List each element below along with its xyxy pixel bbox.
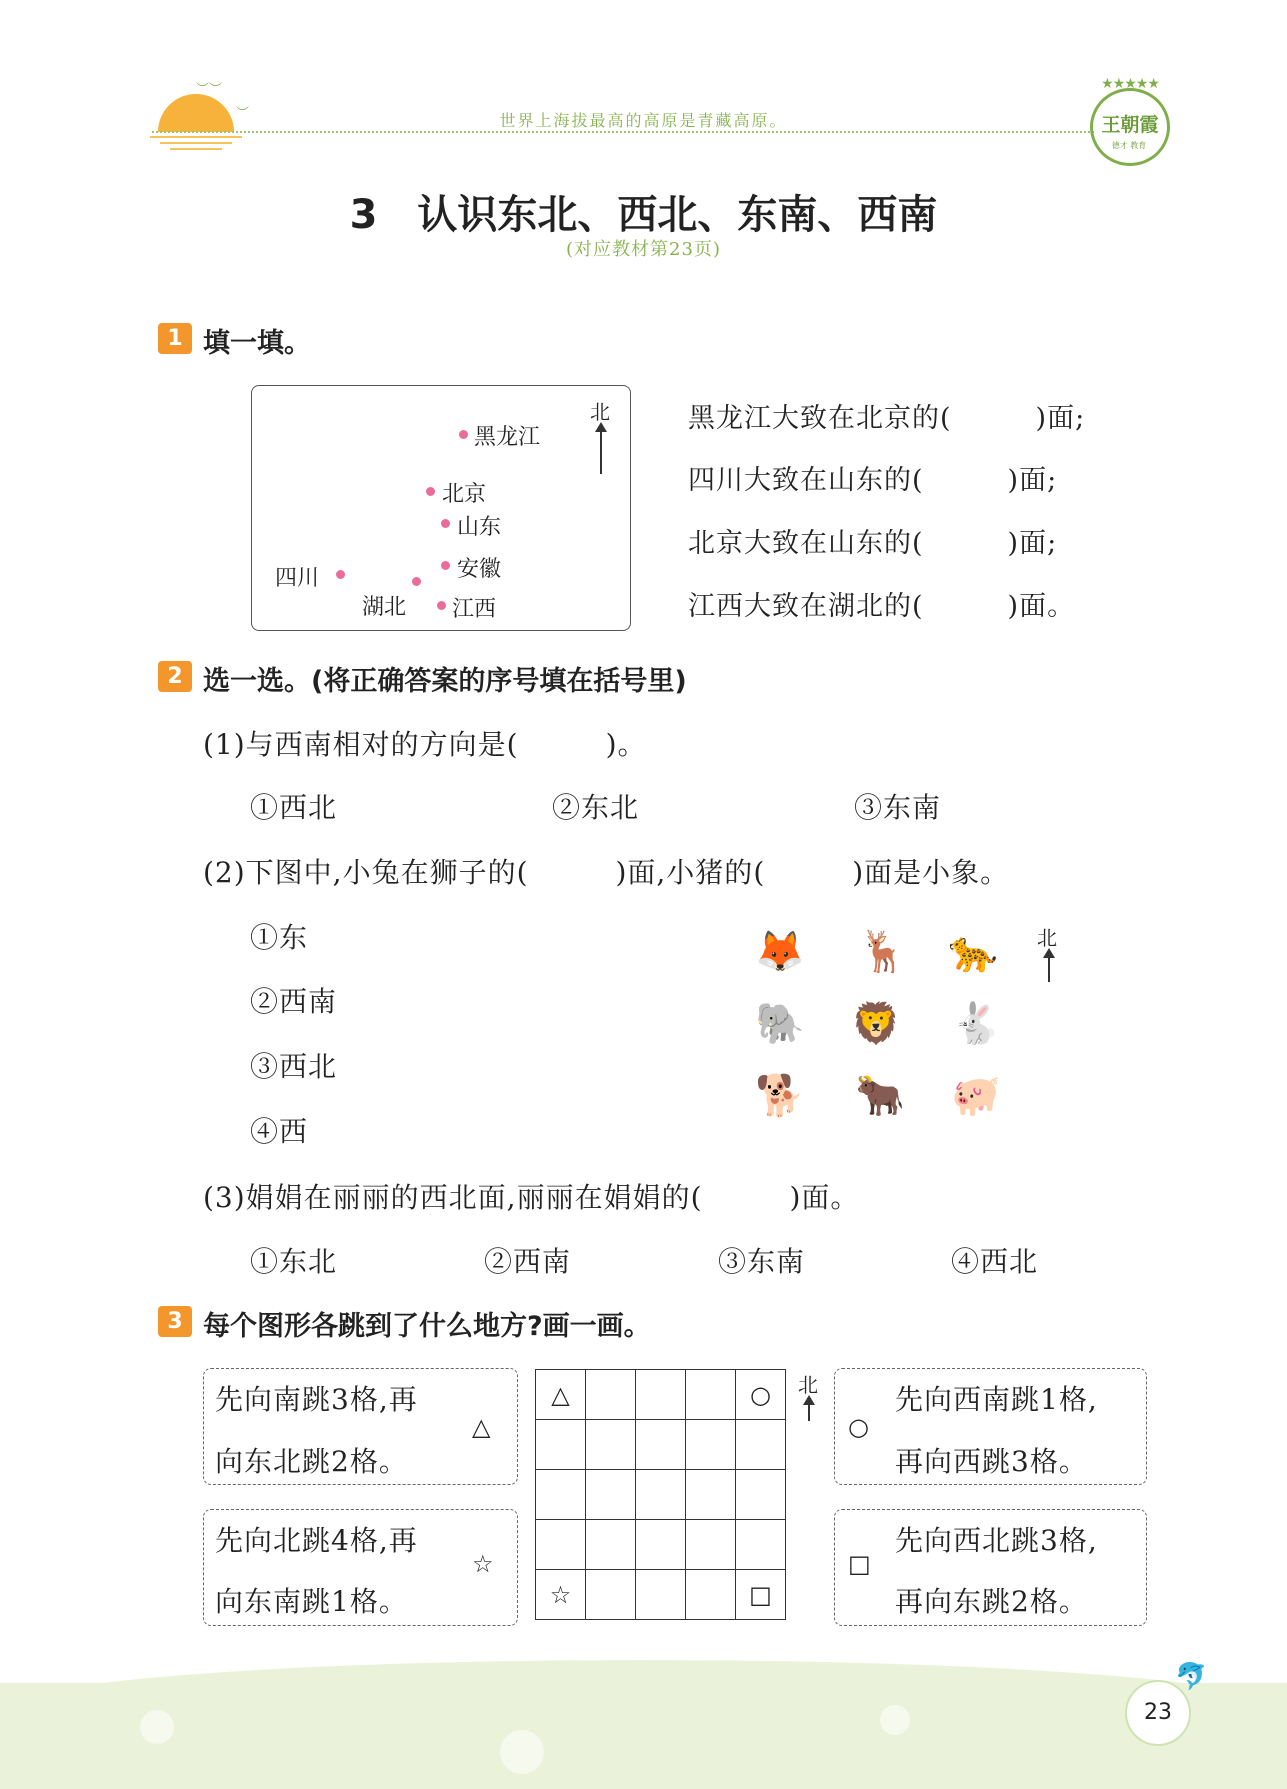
city-dot <box>441 561 450 570</box>
grid-cell <box>686 1520 736 1570</box>
north-arrow-icon <box>808 1403 810 1421</box>
city-hubei: 湖北 <box>362 595 407 620</box>
lesson-title: 认识东北、西北、东南、西南 <box>417 192 938 238</box>
square-icon: □ <box>848 1550 871 1578</box>
city-jiangxi: 江西 <box>452 597 497 622</box>
lion-icon: 🦁 <box>851 1001 901 1047</box>
textbook-reference: (对应教材第23页) <box>566 239 721 260</box>
grid-cell <box>536 1520 586 1570</box>
box-2-line-2: 向东南跳1格。 <box>215 1585 408 1618</box>
triangle-icon: △ <box>472 1413 491 1441</box>
fill-question-1: 黑龙江大致在北京的( )面; <box>688 403 1086 434</box>
grid-cell <box>636 1420 686 1470</box>
section-2-badge: 2 <box>158 661 192 692</box>
grid-cell <box>586 1370 636 1420</box>
box-4-line-1: 先向西北跳3格, <box>895 1524 1098 1557</box>
city-heilongjiang: 黑龙江 <box>474 425 541 450</box>
box-3-line-2: 再向西跳3格。 <box>895 1445 1088 1478</box>
q2-option-3: ③西北 <box>250 1050 338 1083</box>
elephant-icon: 🐘 <box>755 1001 805 1047</box>
ox-icon: 🐂 <box>855 1073 905 1119</box>
north-arrow-icon <box>1048 956 1050 982</box>
jump-grid <box>535 1369 786 1620</box>
grid-cell-circle: ○ <box>736 1370 786 1420</box>
city-beijing: 北京 <box>442 482 487 507</box>
city-dot <box>426 487 435 496</box>
grid-cell <box>736 1420 786 1470</box>
box-2-line-1: 先向北跳4格,再 <box>215 1524 418 1557</box>
grid-cell <box>686 1470 736 1520</box>
city-dot <box>459 430 468 439</box>
bubble-decoration <box>500 1730 544 1774</box>
grid-cell <box>636 1370 686 1420</box>
grid-cell <box>536 1420 586 1470</box>
section-1-title: 填一填。 <box>203 328 311 359</box>
grid-cell <box>736 1520 786 1570</box>
grid-cell <box>636 1570 686 1620</box>
grid-cell <box>636 1520 686 1570</box>
grid-cell <box>686 1570 736 1620</box>
fill-question-4: 江西大致在湖北的( )面。 <box>688 591 1076 622</box>
dog-icon: 🐕 <box>755 1073 805 1119</box>
leopard-icon: 🐆 <box>948 929 998 975</box>
section-1-badge: 1 <box>158 323 192 354</box>
q2-option-2: ②西南 <box>250 985 338 1018</box>
city-sichuan: 四川 <box>275 566 320 591</box>
q1-option-3: ③东南 <box>854 791 942 824</box>
grid-cell <box>636 1470 686 1520</box>
city-dot <box>412 577 421 586</box>
q2-option-1: ①东 <box>250 921 309 954</box>
grid-cell <box>736 1470 786 1520</box>
circle-icon: ○ <box>848 1413 869 1441</box>
sun-line <box>160 142 232 144</box>
page-number: 23 <box>1125 1680 1191 1746</box>
q3-option-3: ③东南 <box>718 1245 806 1278</box>
sun-line <box>170 148 222 150</box>
q2-option-4: ④西 <box>250 1115 309 1148</box>
section-3-title: 每个图形各跳到了什么地方?画一画。 <box>203 1311 651 1342</box>
q3-option-1: ①东北 <box>250 1245 338 1278</box>
box-3-line-1: 先向西南跳1格, <box>895 1383 1098 1416</box>
city-shandong: 山东 <box>457 515 502 540</box>
box-1-line-2: 向东北跳2格。 <box>215 1445 408 1478</box>
grid-north-label: 北 <box>798 1373 818 1397</box>
logo-text: 王朝霞 <box>1101 114 1159 136</box>
bird-icon: ︶︶ <box>196 82 223 97</box>
map-north-label: 北 <box>590 400 610 424</box>
dolphin-icon: 🐬 <box>1175 1662 1208 1692</box>
city-dot <box>441 519 450 528</box>
box-1-line-1: 先向南跳3格,再 <box>215 1383 418 1416</box>
bird-icon: ︶ <box>236 106 250 121</box>
header-tagline: 世界上海拔最高的高原是青藏高原。 <box>499 111 788 130</box>
choice-question-1: (1)与西南相对的方向是( )。 <box>203 728 647 761</box>
fox-icon: 🦊 <box>755 929 805 975</box>
china-map-box <box>251 385 631 631</box>
section-3-badge: 3 <box>158 1306 192 1337</box>
star-icon: ☆ <box>472 1550 494 1578</box>
page-title <box>0 183 1287 240</box>
animals-north-label: 北 <box>1037 926 1057 950</box>
q1-option-2: ②东北 <box>552 791 640 824</box>
q3-option-4: ④西北 <box>951 1245 1039 1278</box>
box-4-line-2: 再向东跳2格。 <box>895 1585 1088 1618</box>
grid-cell <box>586 1470 636 1520</box>
section-2-title: 选一选。(将正确答案的序号填在括号里) <box>203 666 687 697</box>
lesson-number: 3 <box>349 192 378 238</box>
logo-subtext: 德才 教育 <box>1111 141 1147 150</box>
grid-cell <box>586 1570 636 1620</box>
grid-cell-triangle: △ <box>536 1370 586 1420</box>
logo-stars: ★★★★★ <box>1101 76 1159 92</box>
q1-option-1: ①西北 <box>250 791 338 824</box>
fill-question-2: 四川大致在山东的( )面; <box>688 465 1058 496</box>
deer-icon: 🦌 <box>858 929 908 975</box>
sun-line <box>150 136 242 138</box>
grid-cell <box>686 1420 736 1470</box>
choice-question-2: (2)下图中,小兔在狮子的( )面,小猪的( )面是小象。 <box>203 856 1010 889</box>
city-dot <box>437 601 446 610</box>
north-arrow-icon <box>600 430 602 474</box>
grid-cell <box>586 1520 636 1570</box>
footer-band <box>0 1683 1287 1789</box>
bubble-decoration <box>140 1710 174 1744</box>
city-dot <box>336 570 345 579</box>
grid-cell-square: □ <box>736 1570 786 1620</box>
fill-question-3: 北京大致在山东的( )面; <box>688 528 1058 559</box>
grid-cell-star: ☆ <box>536 1570 586 1620</box>
grid-cell <box>686 1370 736 1420</box>
pig-icon: 🐖 <box>951 1073 1001 1119</box>
choice-question-3: (3)娟娟在丽丽的西北面,丽丽在娟娟的( )面。 <box>203 1181 860 1214</box>
bubble-decoration <box>880 1705 910 1735</box>
grid-cell <box>536 1470 586 1520</box>
city-anhui: 安徽 <box>457 557 502 582</box>
q3-option-2: ②西南 <box>484 1245 572 1278</box>
rabbit-icon: 🐇 <box>951 1001 1001 1047</box>
grid-cell <box>586 1420 636 1470</box>
header-divider <box>152 131 1094 133</box>
